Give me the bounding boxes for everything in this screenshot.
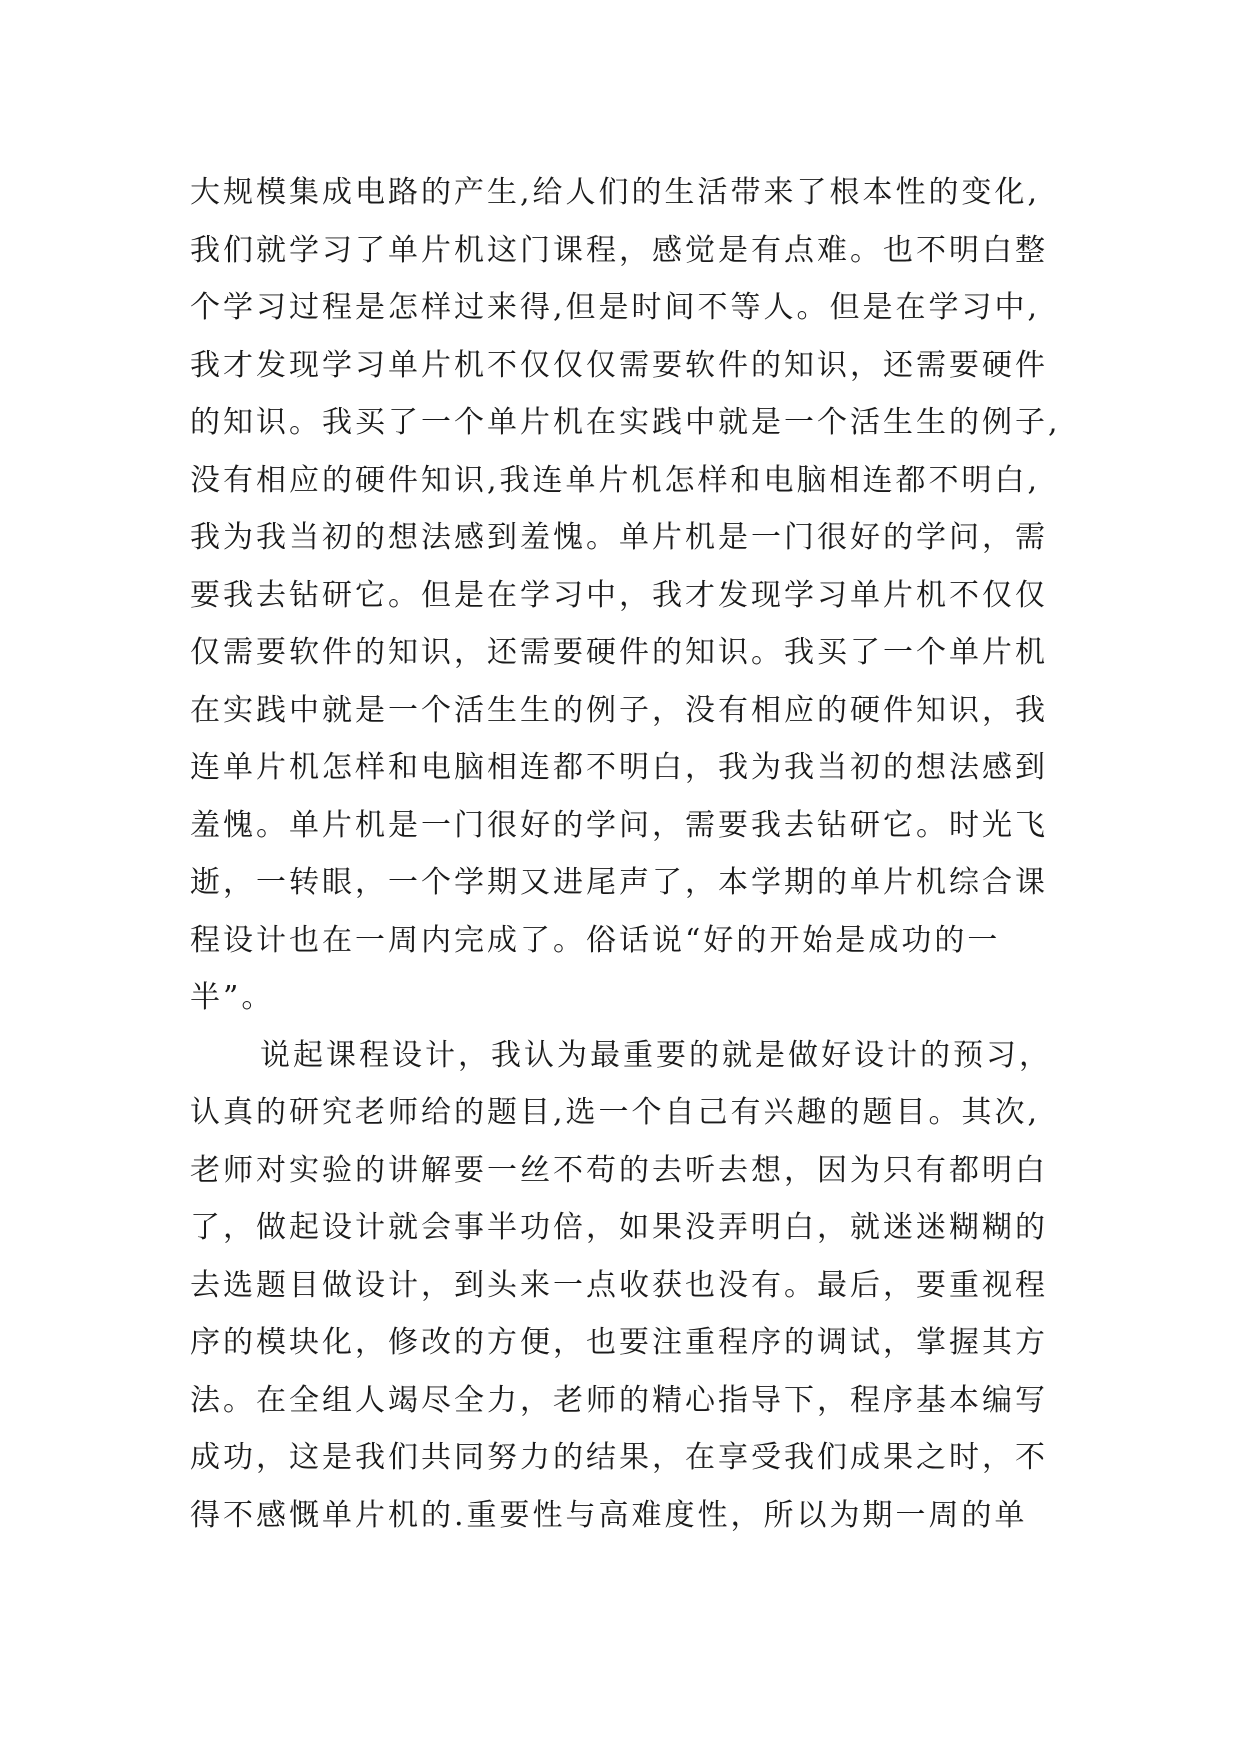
text-line: 没有相应的硬件知识,我连单片机怎样和电脑相连都不明白, xyxy=(190,462,1041,498)
text-line: 大规模集成电路的产生,给人们的生活带来了根本性的变化, xyxy=(190,175,1041,210)
text-line: 羞愧。单片机是一门很好的学问，需要我去钻研它。时光飞 xyxy=(190,807,1048,843)
text-line: 老师对实验的讲解要一丝不苟的去听去想，因为只有都明白 xyxy=(190,1152,1048,1188)
text-line: 成功，这是我们共同努力的结果，在享受我们成果之时，不 xyxy=(190,1440,1048,1475)
text-line: 我才发现学习单片机不仅仅仅需要软件的知识，还需要硬件 xyxy=(190,347,1048,383)
text-line: 半”。 xyxy=(190,980,275,1015)
text-line: 连单片机怎样和电脑相连都不明白，我为我当初的想法感到 xyxy=(190,750,1048,785)
paragraph-1 xyxy=(190,164,1090,1027)
text-line: 了，做起设计就会事半功倍，如果没弄明白，就迷迷糊糊的 xyxy=(190,1210,1048,1245)
text-line: 在实践中就是一个活生生的例子，没有相应的硬件知识，我 xyxy=(190,692,1048,728)
text-line: 的知识。我买了一个单片机在实践中就是一个活生生的例子, xyxy=(190,405,1061,440)
text-line: 说起课程设计，我认为最重要的就是做好设计的预习， xyxy=(260,1037,1052,1073)
text-line: 序的模块化，修改的方便，也要注重程序的调试，掌握其方 xyxy=(190,1325,1048,1360)
text-line: 逝，一转眼，一个学期又进尾声了，本学期的单片机综合课 xyxy=(190,865,1048,900)
text-line: 仅需要软件的知识，还需要硬件的知识。我买了一个单片机 xyxy=(190,635,1048,670)
text-line: 得不感慨单片机的.重要性与高难度性，所以为期一周的单 xyxy=(190,1497,1028,1533)
text-line: 我为我当初的想法感到羞愧。单片机是一门很好的学问，需 xyxy=(190,520,1048,555)
text-line: 程设计也在一周内完成了。俗话说“好的开始是成功的一 xyxy=(190,922,1001,958)
body-text xyxy=(190,164,1090,1544)
paragraph-2 xyxy=(190,1027,1090,1545)
text-line: 去选题目做设计，到头来一点收获也没有。最后，要重视程 xyxy=(190,1267,1048,1303)
text-line: 我们就学习了单片机这门课程，感觉是有点难。也不明白整 xyxy=(190,232,1048,268)
text-line: 认真的研究老师给的题目,选一个自己有兴趣的题目。其次, xyxy=(190,1095,1041,1130)
text-line: 法。在全组人竭尽全力，老师的精心指导下，程序基本编写 xyxy=(190,1382,1048,1418)
text-line: 个学习过程是怎样过来得,但是时间不等人。但是在学习中, xyxy=(190,290,1041,325)
text-line: 要我去钻研它。但是在学习中，我才发现学习单片机不仅仅 xyxy=(190,577,1048,613)
